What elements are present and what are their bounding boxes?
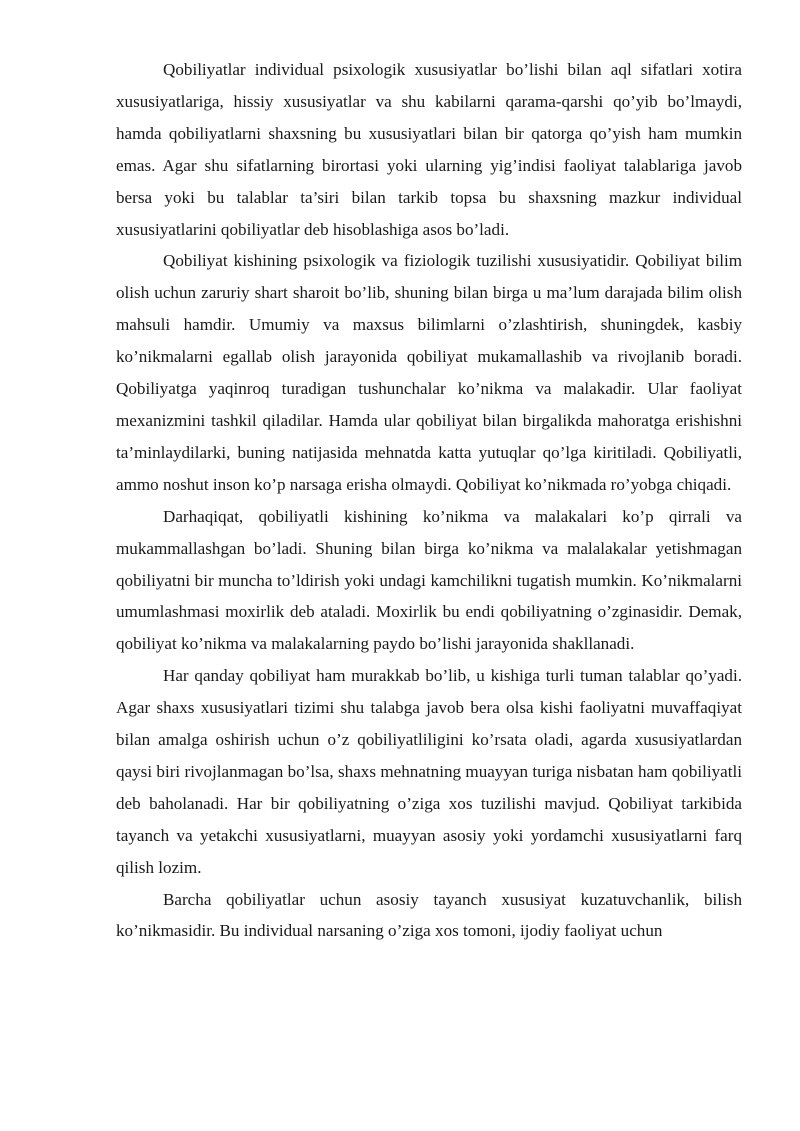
paragraph: Har qanday qobiliyat ham murakkab bo’lib, u kishiga turli tuman talablar qo’yadi. Agar shaxs xususiyatlari tizimi shu talabga javob bera olsa kishi faoliyatni muvaffaqiyat bilan amalga oshirish uchun o’z qobiliyatliligini ko’rsata oladi, agarda xususiyatlardan qaysi biri rivojlanmagan bo’lsa, shaxs mehnatning muayyan turiga nisbatan ham qobiliyatli deb baholanadi. Har bir qobiliyatning o’ziga xos tuzilishi mavjud. Qobiliyat tarkibida tayanch va yetakchi xususiyatlarni, muayyan asosiy yoki yordamchi xususiyatlarni farq qilish lozim. bbox=[116, 666, 742, 877]
paragraph: Qobiliyat kishining psixologik va fiziologik tuzilishi xususiyatidir. Qobiliyat bilim olish uchun zaruriy shart sharoit bo’lib, shuning bilan birga u ma’lum darajada bilim olish mahsuli hamdir. Umumiy va maxsus bilimlarni o’zlashtirish, shuningdek, kasbiy ko’nikmalarni egallab olish jarayonida qobiliyat mukamallashib va rivojlanib boradi. Qobiliyatga yaqinroq turadigan tushunchalar ko’nikma va malakadir. Ular faoliyat mexanizmini tashkil qiladilar. Hamda ular qobiliyat bilan birgalikda mahoratga erishishni ta’minlaydilarki, buning natijasida mehnatda katta yutuqlar qo’lga kiritiladi. Qobiliyatli, ammo noshut inson ko’p narsaga erisha olmaydi. Qobiliyat ko’nikmada ro’yobga chiqadi. bbox=[116, 251, 742, 494]
document-page bbox=[116, 54, 742, 947]
paragraph: Barcha qobiliyatlar uchun asosiy tayanch xususiyat kuzatuvchanlik, bilish ko’nikmasidir. Bu individual narsaning o’ziga xos tomoni, ijodiy faoliyat uchun bbox=[116, 889, 742, 941]
paragraph: Darhaqiqat, qobiliyatli kishining ko’nikma va malakalari ko’p qirrali va mukammallashgan bo’ladi. Shuning bilan birga ko’nikma va malalakalar yetishmagan qobiliyatni bir muncha to’ldirish yoki undagi kamchilikni tugatish mumkin. Ko’nikmalarni umumlashmasi moxirlik deb ataladi. Moxirlik bu endi qobiliyatning o’zginasidir. Demak, qobiliyat ko’nikma va malakalarning paydo bo’lishi jarayonida shakllanadi. bbox=[116, 506, 742, 654]
paragraph: Qobiliyatlar individual psixologik xususiyatlar bo’lishi bilan aql sifatlari xotira xususiyatlariga, hissiy xususiyatlar va shu kabilarni qarama-qarshi qo’yib bo’lmaydi, hamda qobiliyatlarni shaxsning bu xususiyatlari bilan bir qatorga qo’yish ham mumkin emas. Agar shu sifatlarning birortasi yoki ularning yig’indisi faoliyat talablariga javob bersa yoki bu talablar ta’siri bilan tarkib topsa bu shaxsning mazkur individual xususiyatlarini qobiliyatlar deb hisoblashiga asos bo’ladi. bbox=[116, 60, 742, 239]
